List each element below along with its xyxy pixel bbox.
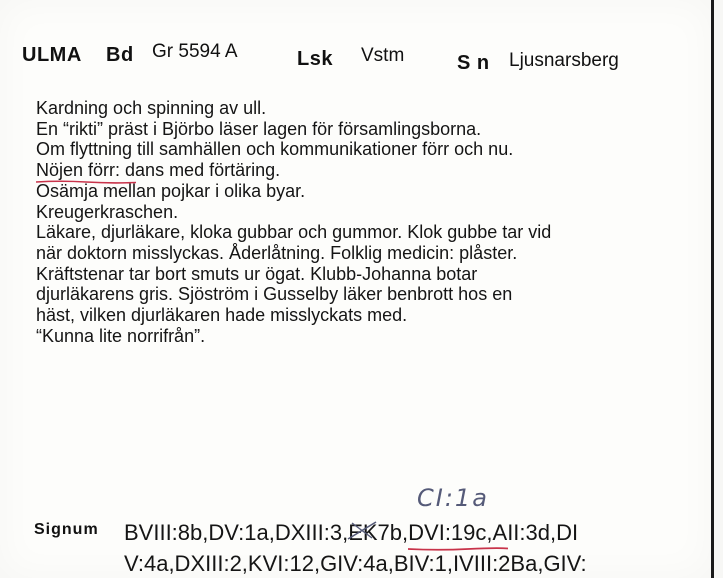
body-line: “Kunna lite norrifrån”. <box>36 325 206 346</box>
parish-label: S n <box>457 52 490 74</box>
red-underline-mark <box>408 547 508 551</box>
body-line: En “rikti” präst i Björbo läser lagen för församlingsborna. <box>36 118 482 139</box>
signum-segment: BVIII:8b,DV:1a,DXIII:3, <box>124 520 349 545</box>
body-line: Osämja mellan pojkar i olika byar. <box>36 180 306 201</box>
province-value: Vstm <box>361 45 405 66</box>
volume-value: Gr 5594 A <box>152 41 238 62</box>
body-line: djurläkarens gris. Sjöström i Gusselby läker benbrott hos en <box>36 284 513 305</box>
signum-segment: 7b, <box>377 520 409 545</box>
province-label: Lsk <box>297 48 333 70</box>
underlined-code-text: DVI:19c <box>408 520 487 545</box>
body-line: när doktorn misslyckas. Åderlåtning. Folklig medicin: plåster. <box>36 242 518 263</box>
body-line-underlined <box>36 160 696 181</box>
signum-line-1 <box>124 520 578 545</box>
body-line: Kreugerkraschen. <box>36 201 179 222</box>
signum-codes <box>124 517 587 579</box>
parish-value: Ljusnarsberg <box>509 50 619 71</box>
signum-line-2: V:4a,DXIII:2,KVI:12,GIV:4a,BIV:1,IVIII:2Ba,GIV: <box>124 551 587 576</box>
body-line: häst, vilken djurläkaren hade misslyckats med. <box>36 305 408 326</box>
strike-through-mark <box>346 519 382 541</box>
struck-code <box>348 517 377 548</box>
body-line: Om flyttning till samhällen och kommunikationer förr och nu. <box>36 139 514 160</box>
underlined-code <box>408 517 486 548</box>
body-line: Kardning och spinning av ull. <box>36 98 267 118</box>
struck-code-text: EK <box>348 520 378 545</box>
body-line: Läkare, djurläkare, kloka gubbar och gummor. Klok gubbe tar vid <box>36 222 552 243</box>
signum-segment: ,AII:3d,DI <box>486 520 579 545</box>
body-line: Kräftstenar tar bort smuts ur ögat. Klubb-Johanna botar <box>36 263 478 284</box>
volume-label: Bd <box>106 44 134 66</box>
archive-code: ULMA <box>22 44 82 66</box>
red-underline-mark <box>36 180 136 184</box>
card-edge <box>714 0 723 578</box>
underlined-text <box>36 160 280 181</box>
card-header <box>22 40 691 80</box>
body-line-text: Nöjen förr: dans med förtäring. <box>36 160 281 181</box>
signum-label: Signum <box>34 521 99 538</box>
card-body <box>36 98 696 346</box>
handwritten-annotation: CI:1a <box>417 484 489 512</box>
